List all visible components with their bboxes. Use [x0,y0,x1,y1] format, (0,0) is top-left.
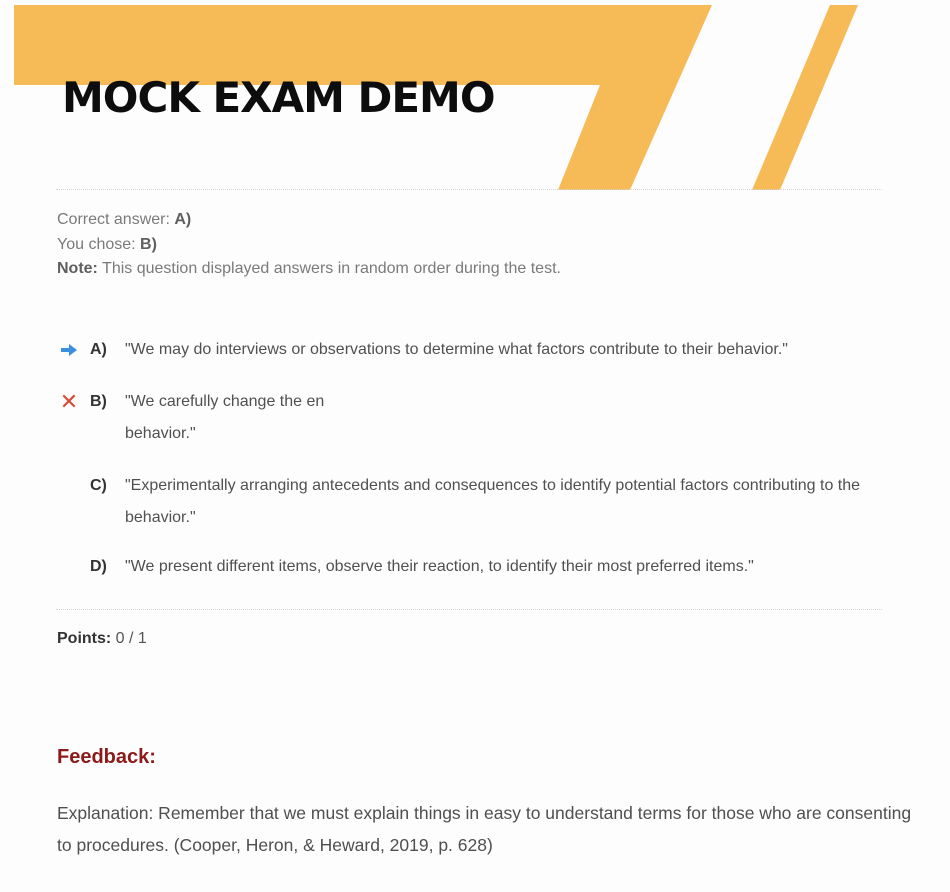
feedback-heading: Feedback: [57,746,156,768]
correct-answer-value: A) [174,211,192,228]
page-title: MOCK EXAM DEMO [62,73,495,122]
chosen-answer-row [57,233,561,258]
arrow-right-icon [58,334,80,366]
feedback-explanation: Explanation: Remember that we must explain things in easy to understand terms for those who are consenting to procedures. (Cooper, Heron, & Heward, 2019, p. 628) [57,803,912,855]
points-label: Points: [57,630,112,647]
answer-text: "Experimentally arranging antecedents and consequences to identify potential factors contributing to the behavior." [125,477,861,526]
chosen-answer-value: B) [140,235,157,253]
answer-option-b [58,386,918,450]
answer-letter: C) [90,477,107,494]
answer-text: "We carefully change the en behavior." [125,393,325,442]
answer-letter: D) [90,558,107,575]
answer-text: "We present different items, observe their reaction, to identify their most preferred items." [125,558,754,575]
points-score [57,630,147,648]
answer-summary [57,208,561,282]
note-text: This question displayed answers in random order during the test. [102,260,561,277]
banner-stripe-shape [752,5,858,190]
cross-icon: ✕ [59,389,79,414]
answer-letter: A) [90,341,107,358]
correct-answer-row [57,208,561,233]
answer-option-d [58,551,918,583]
note-label: Note: [57,260,98,277]
answer-text: "We may do interviews or observations to determine what factors contribute to their behavior." [125,341,788,358]
note-row [57,257,561,282]
correct-answer-label: Correct answer: [57,211,170,228]
chosen-answer-label: You chose: [57,235,136,253]
bottom-divider [56,609,882,610]
points-value: 0 / 1 [115,630,147,647]
top-divider [56,189,882,190]
answer-option-c [58,470,918,534]
answer-letter: B) [90,393,107,410]
answer-option-a [58,334,918,366]
